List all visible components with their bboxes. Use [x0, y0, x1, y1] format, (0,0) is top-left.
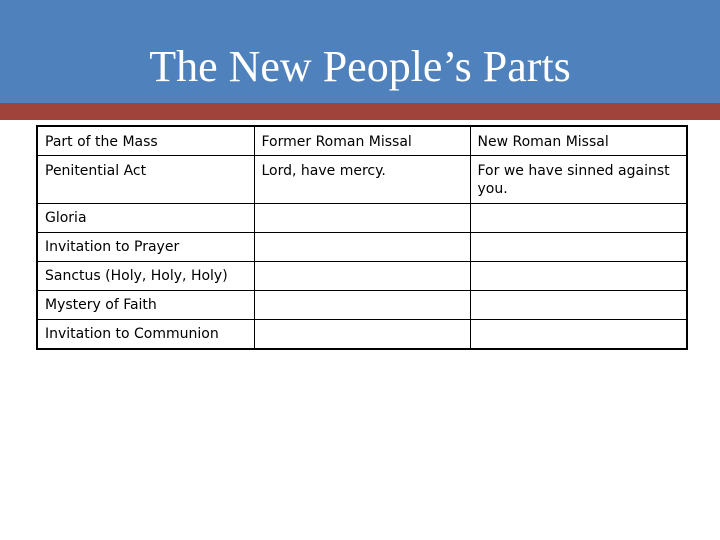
comparison-table [36, 125, 688, 350]
table-row [37, 156, 687, 204]
table-cell [470, 320, 687, 350]
column-header: New Roman Missal [470, 126, 687, 156]
table-cell [254, 204, 470, 233]
table-cell [470, 262, 687, 291]
table-row [37, 291, 687, 320]
table-cell: Mystery of Faith [37, 291, 254, 320]
table-cell [470, 291, 687, 320]
slide-title: The New People’s Parts [149, 42, 571, 91]
table-cell: Lord, have mercy. [254, 156, 470, 204]
table-row [37, 204, 687, 233]
column-header: Former Roman Missal [254, 126, 470, 156]
table-cell [470, 204, 687, 233]
table-cell [254, 291, 470, 320]
table-header-row [37, 126, 687, 156]
table-cell-highlight: For we have sinned against you. [470, 156, 687, 204]
column-header: Part of the Mass [37, 126, 254, 156]
table-cell: Invitation to Prayer [37, 233, 254, 262]
table-cell [470, 233, 687, 262]
table-row [37, 320, 687, 350]
accent-stripe [0, 103, 720, 120]
table-row [37, 233, 687, 262]
table-cell: Penitential Act [37, 156, 254, 204]
table-cell [254, 233, 470, 262]
table-cell [254, 262, 470, 291]
table-cell: Sanctus (Holy, Holy, Holy) [37, 262, 254, 291]
table-cell: Gloria [37, 204, 254, 233]
table-cell: Invitation to Communion [37, 320, 254, 350]
table-row [37, 262, 687, 291]
table-cell [254, 320, 470, 350]
